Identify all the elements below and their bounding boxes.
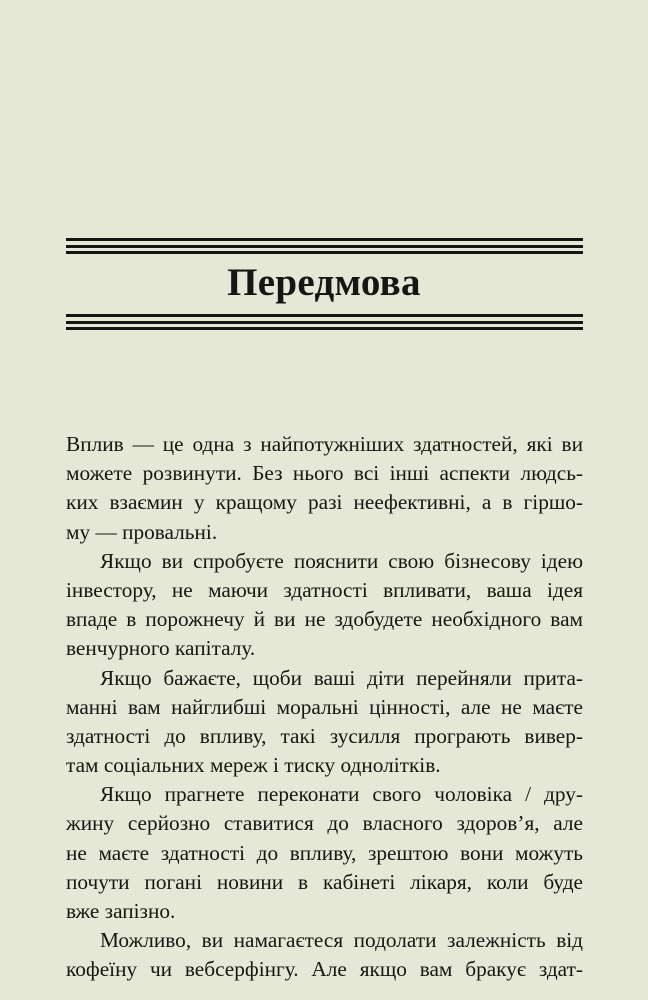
- text-line: Можливо, ви намагаєтеся подолати залежність від: [100, 928, 583, 953]
- text-line: Якщо ви спробуєте пояснити свою бізнесову ідею: [100, 548, 583, 573]
- chapter-title: Передмова: [227, 261, 421, 304]
- paragraph: [66, 780, 583, 926]
- text-line: вже запізно.: [66, 899, 176, 923]
- text-line: ких взаємин у кращому разі неефективні, а в гіршо-: [66, 490, 583, 515]
- heading-bottom-rules: [66, 314, 583, 330]
- paragraph: [66, 430, 583, 547]
- text-line: венчурного капіталу.: [66, 636, 256, 661]
- text-line: почути погані новини в кабінеті лікаря, коли буде: [66, 869, 583, 894]
- text-line: му — провальні.: [66, 519, 218, 544]
- paragraph: [66, 547, 583, 664]
- text-line: не маєте здатності до впливу, зрештою вони можуть: [66, 840, 583, 865]
- text-line: манні вам найглибші моральні цінності, але не маєте: [66, 694, 583, 719]
- text-line: Якщо прагнете переконати свого чоловіка / дру-: [100, 782, 583, 807]
- text-line: інвестору, не маючи здатності впливати, ваша ідея: [66, 577, 583, 602]
- text-line: можете розвинути. Без нього всі інші аспекти людсь-: [66, 461, 583, 486]
- paragraph: [66, 664, 583, 781]
- text-line: кофеїну чи вебсерфінгу. Але якщо вам бракує здат-: [66, 957, 583, 982]
- text-line: Якщо бажаєте, щоби ваші діти перейняли прита-: [100, 665, 583, 690]
- text-line: там соціальних мереж і тиску однолітків.: [66, 753, 441, 778]
- text-line: жину серйозно ставитися до власного здоров’я, але: [66, 811, 583, 836]
- body-text: [66, 430, 583, 985]
- heading-top-rules: [66, 238, 583, 254]
- text-line: впаде в порожнечу й ви не здобудете необхідного вам: [66, 607, 583, 632]
- paragraph: [66, 926, 583, 984]
- text-line: Вплив — це одна з найпотужніших здатностей, які ви: [66, 432, 583, 456]
- text-line: здатності до впливу, такі зусилля програють вивер-: [66, 723, 583, 748]
